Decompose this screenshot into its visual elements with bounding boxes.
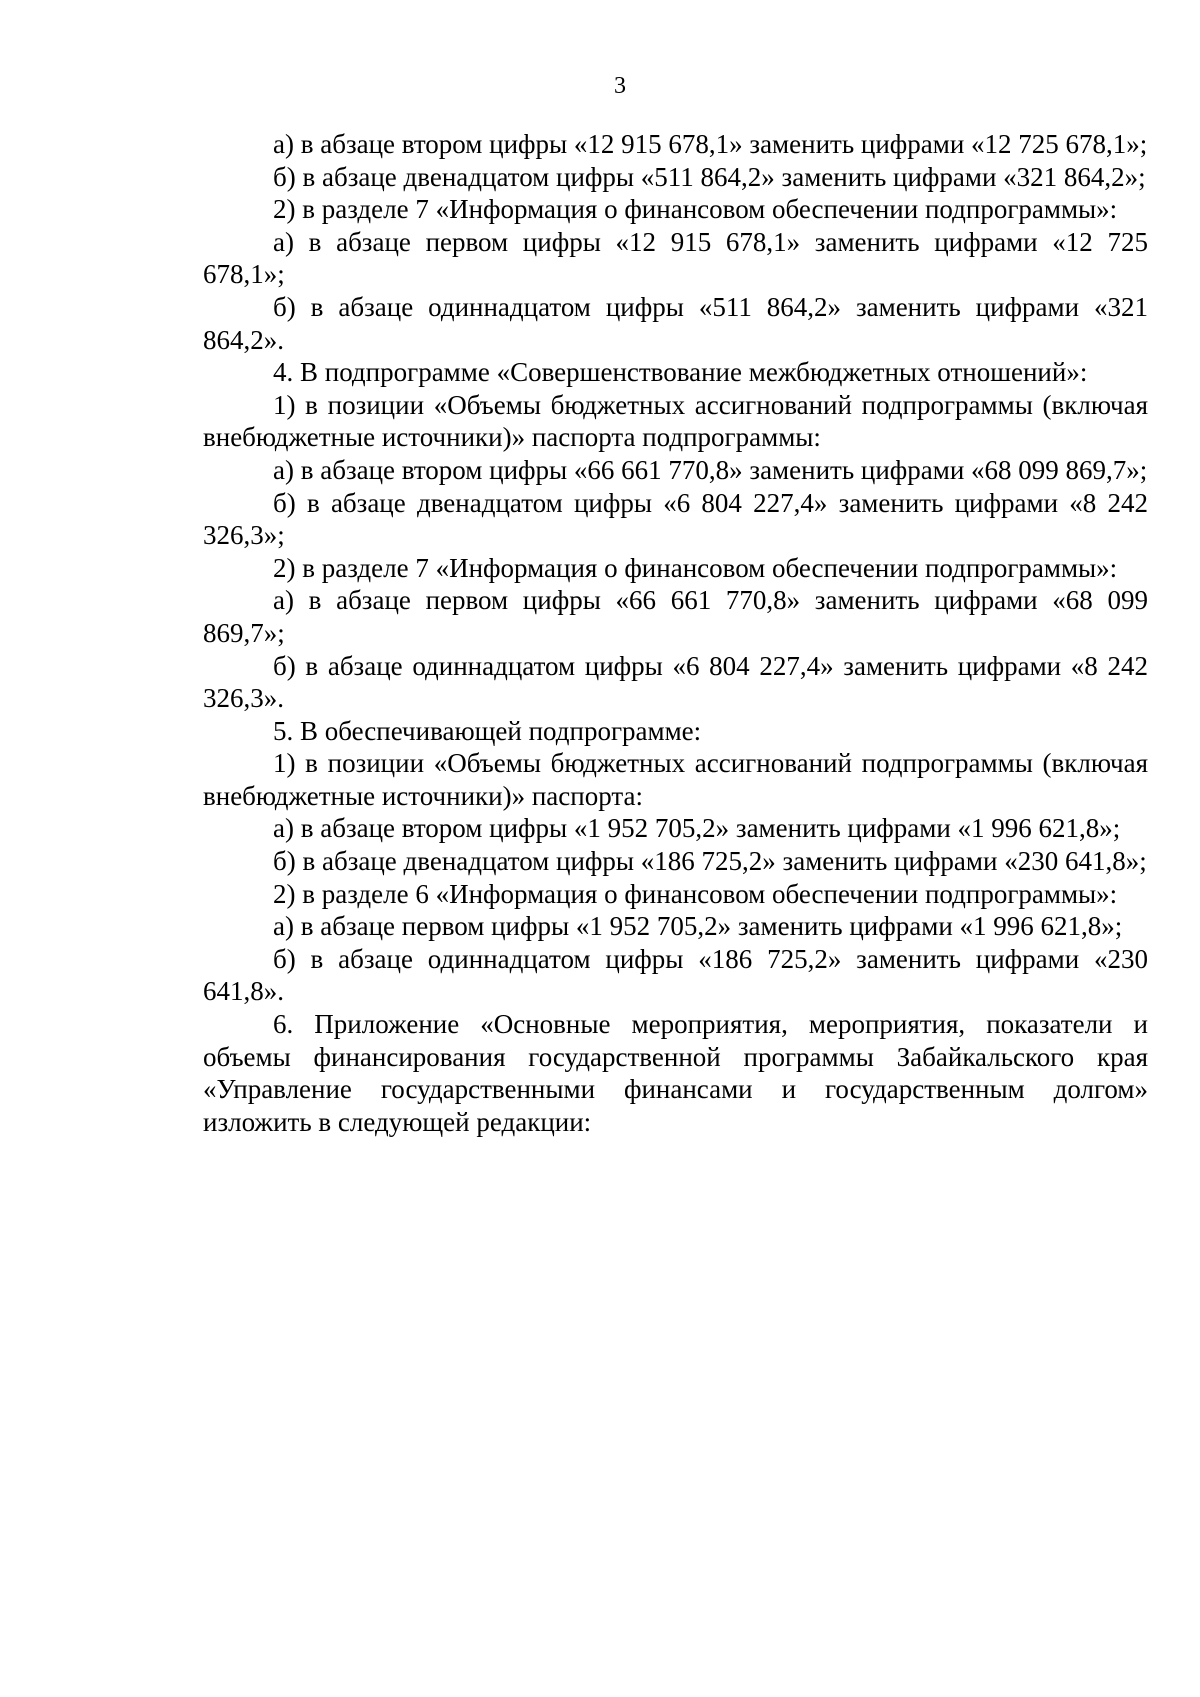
document-body [203, 128, 1148, 1138]
paragraph-4-2a: а) в абзаце первом цифры «66 661 770,8» заменить цифрами «68 099 869,7»; [203, 585, 1148, 648]
paragraph-3-2: 2) в разделе 7 «Информация о финансовом обеспечении подпрограммы»: [273, 194, 1118, 225]
paragraph-5-2b: б) в абзаце одиннадцатом цифры «186 725,2» заменить цифрами «230 641,8». [203, 943, 1148, 1007]
paragraph-3-1b: б) в абзаце двенадцатом цифры «511 864,2» заменить цифрами «321 864,2»; [273, 161, 1146, 192]
paragraph-4: 4. В подпрограмме «Совершенствование межбюджетных отношений»: [273, 357, 1088, 388]
page-number: 3 [614, 73, 626, 99]
paragraph-4-1a: а) в абзаце втором цифры «66 661 770,8» заменить цифрами «68 099 869,7»; [273, 454, 1148, 485]
paragraph-6: 6. Приложение «Основные мероприятия, мероприятия, показатели и объемы финансирования государственной программы Забайкальского края «Управление государственными финансами и государственным долгом» изложить в следующей редакции: [203, 1009, 1148, 1137]
paragraph-4-1: 1) в позиции «Объемы бюджетных ассигнований подпрограммы (включая внебюджетные источники)» паспорта подпрограммы: [203, 389, 1148, 453]
paragraph-5-2a: а) в абзаце первом цифры «1 952 705,2» заменить цифрами «1 996 621,8»; [273, 911, 1123, 942]
paragraph-4-1b: б) в абзаце двенадцатом цифры «6 804 227,4» заменить цифрами «8 242 326,3»; [203, 487, 1148, 551]
paragraph-3-2a: а) в абзаце первом цифры «12 915 678,1» заменить цифрами «12 725 678,1»; [203, 226, 1148, 290]
paragraph-5: 5. В обеспечивающей подпрограмме: [273, 715, 702, 746]
paragraph-3-2b: б) в абзаце одиннадцатом цифры «511 864,2» заменить цифрами «321 864,2». [203, 291, 1148, 355]
paragraph-5-1: 1) в позиции «Объемы бюджетных ассигнований подпрограммы (включая внебюджетные источники)» паспорта: [203, 748, 1148, 811]
paragraph-4-2: 2) в разделе 7 «Информация о финансовом обеспечении подпрограммы»: [273, 552, 1118, 583]
paragraph-5-1a: а) в абзаце втором цифры «1 952 705,2» заменить цифрами «1 996 621,8»; [273, 813, 1121, 844]
paragraph-5-2: 2) в разделе 6 «Информация о финансовом обеспечении подпрограммы»: [273, 878, 1118, 909]
paragraph-4-2b: б) в абзаце одиннадцатом цифры «6 804 227,4» заменить цифрами «8 242 326,3». [203, 650, 1148, 714]
paragraph-3-1a: а) в абзаце втором цифры «12 915 678,1» заменить цифрами «12 725 678,1»; [273, 129, 1148, 159]
paragraph-5-1b: б) в абзаце двенадцатом цифры «186 725,2» заменить цифрами «230 641,8»; [273, 846, 1147, 877]
